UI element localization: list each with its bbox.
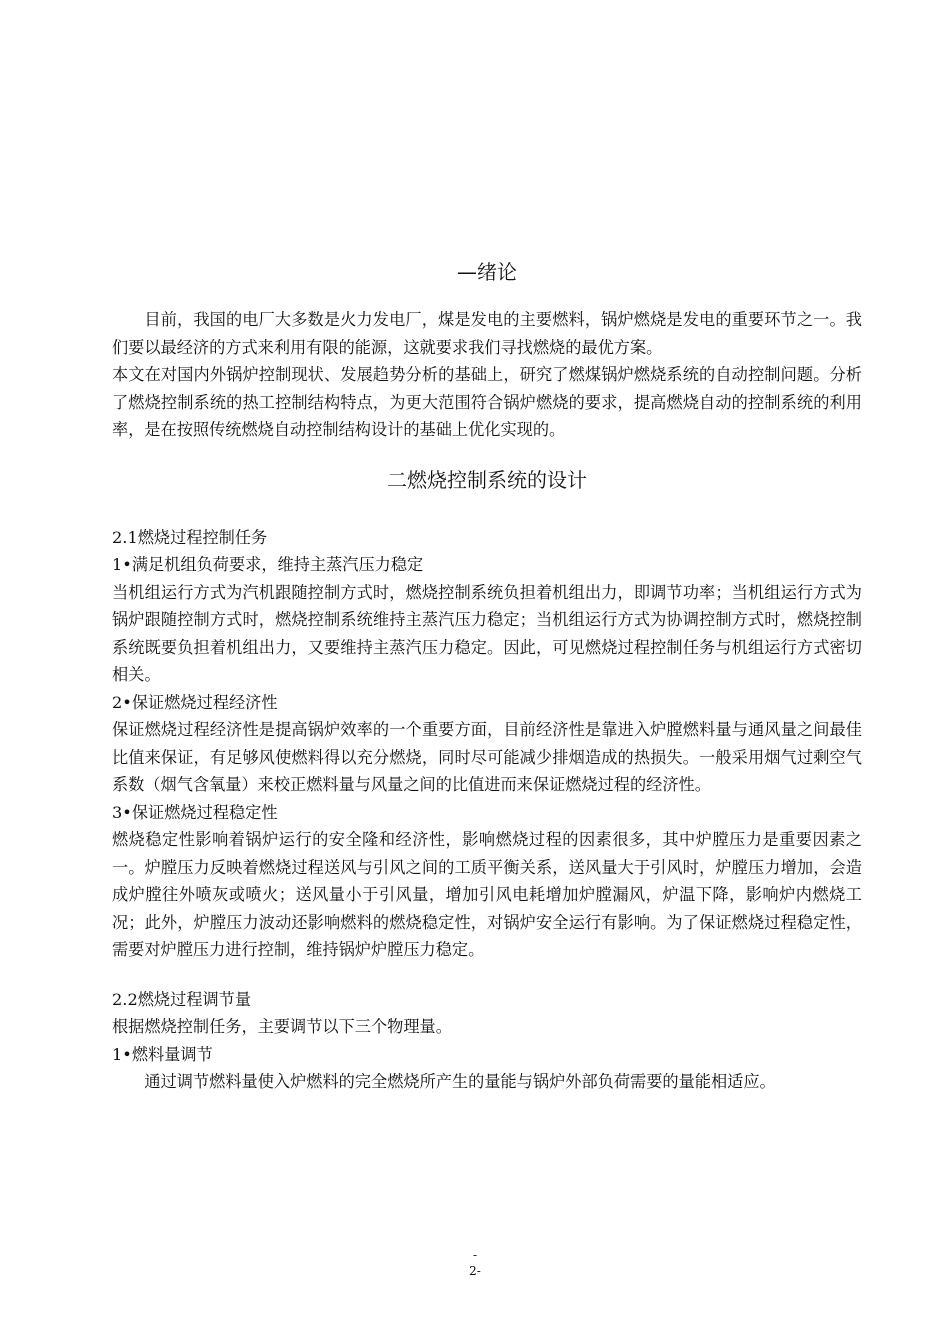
chapter-title-intro: —绪论 [457,260,517,284]
document-body [112,258,862,1096]
page-number: 2- [469,1264,481,1278]
section-spacer [112,964,862,986]
item-heading-load-requirement: 1•满足机组负荷要求，维持主蒸汽压力稳定 [112,555,424,574]
item-body-load-requirement: 当机组运行方式为汽机跟随控制方式时，燃烧控制系统负担着机组出力，即调节功率；当机组运行方式为锅炉跟随控制方式时，燃烧控制系统维持主蒸汽压力稳定；当机组运行方式为协调控制方式时，燃烧控制系统既要负担着机组出力，又要维持主蒸汽压力稳定。因此，可见燃烧过程控制任务与机组运行方式密切相关。 [112,582,862,684]
section-title-2-2: 2.2燃烧过程调节量 [112,989,252,1009]
item-heading-economy: 2•保证燃烧过程经济性 [112,692,278,712]
intro-paragraph-1: 目前，我国的电厂大多数是火力发电厂，煤是发电的主要燃料，锅炉燃烧是发电的重要环节之一。我们要以最经济的方式来利用有限的能源，这就要求我们寻找燃烧的最优方案。 [112,310,862,357]
chapter-title-design: 二燃烧控制系统的设计 [387,467,587,492]
intro-paragraph-2: 本文在对国内外锅炉控制现状、发展趋势分析的基础上，研究了燃煤锅炉燃烧系统的自动控制问题。分析了燃烧控制系统的热工控制结构特点，为更大范围符合锅炉燃烧的要求，提高燃烧自动的控制系统的利用率，是在按照传统燃烧自动控制结构设计的基础上优化实现的。 [112,365,862,439]
item-heading-fuel-regulation: 1•燃料量调节 [112,1044,213,1064]
item-heading-stability: 3•保证燃烧过程稳定性 [112,802,278,822]
section-title-2-1: 2.1燃烧过程控制任务 [112,527,268,547]
footer-dash: - [472,1248,478,1262]
item-body-economy: 保证燃烧过程经济性是提高锅炉效率的一个重要方面，目前经济性是靠进入炉膛燃料量与通风量之间最佳比值来保证，有足够风使燃料得以充分燃烧，同时尽可能减少排烟造成的热损失。一般采用烟气过剩空气系数（烟气含氧量）来校正燃料量与风量之间的比值进而来保证燃烧过程的经济性。 [112,720,862,794]
section-2-2-intro: 根据燃烧控制任务，主要调节以下三个物理量。 [112,1017,452,1036]
item-body-stability: 燃烧稳定性影响着锅炉运行的安全隆和经济性，影响燃烧过程的因素很多，其中炉膛压力是重要因素之一。炉膛压力反映着燃烧过程送风与引风之间的工质平衡关系，送风量大于引风时，炉膛压力增加，会造成炉膛往外喷灰或喷火；送风量小于引风量，增加引风电耗增加炉膛漏风，炉温下降，影响炉内燃烧工况；此外，炉膛压力波动还影响燃料的燃烧稳定性，对锅炉安全运行有影响。为了保证燃烧过程稳定性，需要对炉膛压力进行控制，维持锅炉炉膛压力稳定。 [112,830,862,959]
item-body-fuel-regulation: 通过调节燃料量使入炉燃料的完全燃烧所产生的量能与锅炉外部负荷需要的量能相适应。 [144,1072,776,1091]
